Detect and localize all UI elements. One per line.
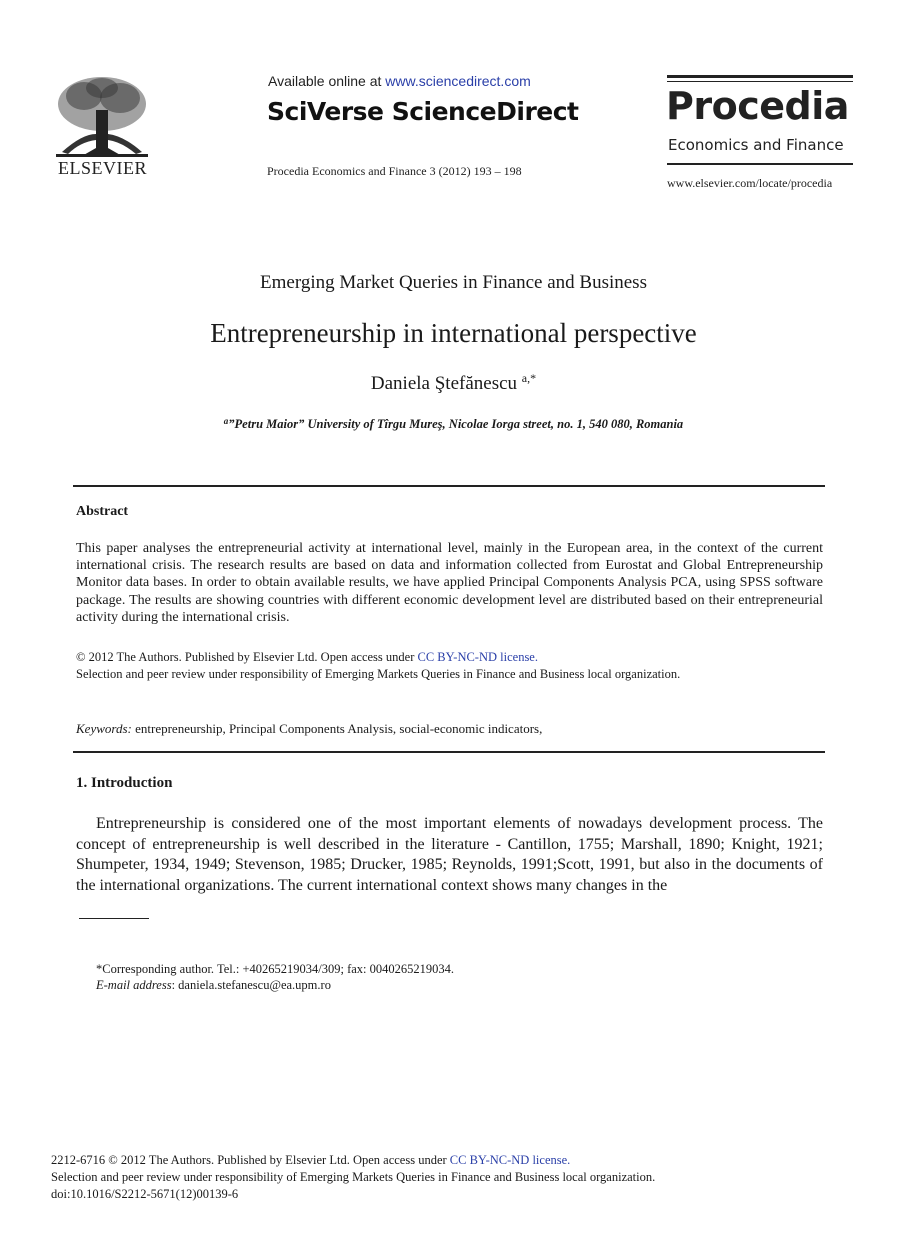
email-label: E-mail address — [96, 978, 172, 992]
author-line — [0, 371, 907, 395]
peer-review-line: Selection and peer review under responsibility of Emerging Markets Queries in Finance and Business local organization. — [76, 667, 681, 681]
procedia-logo: Procedia — [666, 84, 849, 128]
paper-title: Entrepreneurship in international perspective — [210, 318, 697, 348]
affiliation-text: ”Petru Maior” University of Tîrgu Mureş, Nicolae Iorga street, no. 1, 540 080, Romania — [228, 417, 684, 431]
footer-doi: doi:10.1016/S2212-5671(12)00139-6 — [51, 1187, 239, 1201]
affiliation-line — [0, 416, 907, 432]
affiliation-mark: a — [223, 416, 229, 426]
license-link[interactable]: CC BY-NC-ND license. — [417, 650, 538, 664]
conference-name: Emerging Market Queries in Finance and Business — [260, 272, 647, 293]
footnote-rule — [79, 918, 149, 919]
footer-issn-line — [51, 1153, 570, 1168]
procedia-rule — [667, 81, 853, 82]
email-value: : daniela.stefanescu@ea.upm.ro — [171, 978, 331, 992]
procedia-subtitle: Economics and Finance — [668, 136, 844, 154]
section-divider — [73, 485, 825, 487]
procedia-rule — [667, 75, 853, 78]
abstract-text: This paper analyses the entrepreneurial activity at international level, mainly in the European area, in the context of the current international crisis. The research results are based on data and information collected from Eurostat and Global Entrepreneurship Monitor data bases. In order to obtain available results, we have applied Principal Components Analysis PCA, using SPSS software package. The results are showing countries with different economic development level are distributed based on their entrepreneurial activity during the international crisis. — [76, 541, 823, 625]
section-divider — [73, 751, 825, 753]
introduction-text: Entrepreneurship is considered one of the most important elements of nowadays development process. The concept of entrepreneurship is well described in the literature - Cantillon, 1755; Marshall, 1890; Knight, 1921; Shumpeter, 1934, 1949; Stevenson, 1985; Drucker, 1985; Reynolds, 1991;Scott, 1991, but also in the documents of the international organizations. The current international context shows many changes in the — [76, 815, 823, 894]
introduction-heading: 1. Introduction — [76, 775, 173, 791]
footer-peer-review: Selection and peer review under responsibility of Emerging Markets Queries in Finance and Business local organization. — [51, 1170, 656, 1184]
copyright-line — [76, 650, 538, 665]
sciverse-sciencedirect-logo: SciVerse ScienceDirect — [267, 97, 579, 126]
footer-license-link[interactable]: CC BY-NC-ND license. — [449, 1153, 571, 1167]
author-name: Daniela Ştefănescu — [370, 373, 518, 394]
available-online-line — [268, 73, 531, 89]
keywords-label: Keywords: — [76, 721, 132, 736]
procedia-rule — [667, 163, 853, 165]
abstract-heading: Abstract — [76, 504, 129, 519]
available-online-prefix: Available online at — [268, 73, 386, 89]
author-marks: a,* — [521, 371, 537, 385]
journal-url[interactable]: www.elsevier.com/locate/procedia — [667, 176, 833, 190]
keywords-line — [76, 721, 542, 737]
corresponding-author-note: *Corresponding author. Tel.: +40265219034/309; fax: 0040265219034. — [96, 962, 455, 976]
footer-copyright: 2212-6716 © 2012 The Authors. Published by Elsevier Ltd. Open access under — [51, 1153, 450, 1167]
sciencedirect-link[interactable]: www.sciencedirect.com — [385, 73, 531, 89]
keywords-values: entrepreneurship, Principal Components Analysis, social-economic indicators, — [131, 721, 543, 736]
journal-reference: Procedia Economics and Finance 3 (2012) 193 – 198 — [267, 164, 522, 178]
copyright-text: © 2012 The Authors. Published by Elsevier Ltd. Open access under — [76, 650, 418, 664]
email-note — [96, 978, 331, 993]
elsevier-wordmark: ELSEVIER — [58, 158, 147, 178]
